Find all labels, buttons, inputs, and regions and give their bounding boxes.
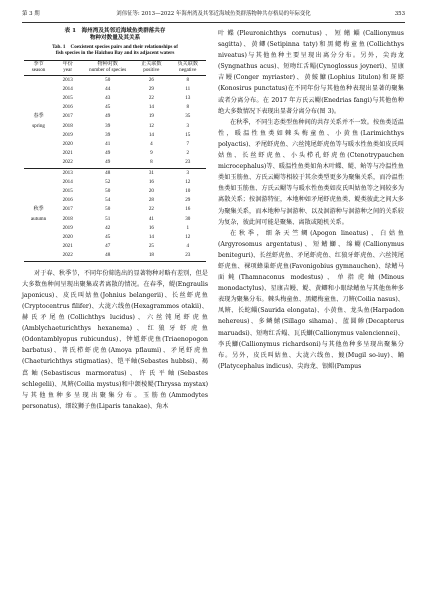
year-cell: 2018 (62, 215, 73, 222)
positive-cell: 31 (148, 169, 154, 176)
year-cell: 2013 (62, 169, 73, 176)
species-pairs-cell: 49 (105, 159, 111, 166)
positive-cell: 12 (148, 122, 154, 129)
negative-cell: 23 (185, 252, 191, 259)
header-negative: 负关联数 negative (177, 61, 198, 73)
year-cell: 2019 (62, 224, 73, 231)
year-cell: 2014 (62, 178, 73, 185)
negative-cell: 10 (185, 188, 191, 195)
positive-cell: 26 (148, 76, 154, 83)
right-column (218, 28, 404, 372)
negative-cell: 1 (186, 224, 190, 231)
species-pairs-cell: 50 (105, 188, 111, 195)
header-year: 年份 year (62, 61, 73, 73)
negative-cell: 30 (185, 215, 191, 222)
species-pairs-cell: 51 (105, 215, 111, 222)
positive-cell: 4 (150, 141, 153, 148)
negative-cell: 7 (186, 141, 190, 148)
header-season: 季节 season (31, 61, 46, 73)
positive-cell: 9 (150, 150, 153, 157)
positive-cell: 14 (148, 131, 154, 138)
header-positive: 正关联数 positive (141, 61, 162, 73)
negative-cell: 3 (186, 122, 190, 129)
year-cell: 2016 (62, 104, 73, 111)
season-cell-autumn: 秋季 autumn (30, 206, 47, 222)
species-pairs-cell: 44 (105, 85, 111, 92)
table-caption-cn: 表 1 海州湾及其邻近海域鱼类群落共存 物种对数量及其关系 (64, 28, 166, 42)
positive-cell: 18 (148, 252, 154, 259)
header-species-pairs: 物种对数 number of species (89, 61, 127, 73)
negative-cell: 3 (186, 169, 190, 176)
table-row (24, 168, 206, 178)
table-caption-en: Tab. 1 Coexistent species pairs and their relationships of fish species in the Haizhou Bay and its adjacent waters (52, 43, 178, 57)
negative-cell: 2 (186, 150, 190, 157)
year-cell: 2021 (62, 150, 73, 157)
positive-cell: 8 (150, 159, 153, 166)
negative-cell: 13 (185, 95, 191, 102)
right-body-paragraph-3: 在秋季，细条天竺鲷(Apogon lineatus)、白姑鱼(Argyrosomus argentatus)、短鳍鰤、绵鳚(Callionymus beniteguri)、长丝虾虎鱼、矛尾虾虎鱼、红狼牙虾虎鱼、六丝钝尾虾虎鱼、裸项蜂巢虾虎鱼(Favonigobius gymnauchen)、绿鳍马面鲀(Thamnaconus modestus)、单指虎鲉(Minous monodactylus)、星康吉鳗、鳀、黄鲫和小眼绿鳍鱼与其他鱼种多表现为聚集分布。棘头梅童鱼、黑鳃梅童鱼、刀鲚(Coilia nasus)、凤鲚、长蛇鲻(Saurida elongata)、小黄鱼、龙头鱼(Harpadon nehereus)、多鳞鱚(Sillago sihama)、蓝圆鲹(Decapterus maruadsi)、短吻红舌鳎、瓦氏鰤(Callionymus valenciennei)、李氏鰤(Callionymus richardsoni)与其他鱼种多呈现出聚集分布。另外，皮氏叫姑鱼、大泷六线鱼、鮻(Mugil so-iuy)、鲬(Platycephalus indicus)、尖海龙、银鲳(Pampus (218, 229, 404, 370)
left-column (22, 28, 208, 412)
year-cell: 2019 (62, 131, 73, 138)
year-cell: 2015 (62, 188, 73, 195)
species-pairs-cell: 54 (105, 197, 111, 204)
species-pairs-cell: 43 (105, 95, 111, 102)
positive-cell: 19 (148, 113, 154, 120)
species-pairs-cell: 50 (105, 206, 111, 213)
negative-cell: 15 (185, 131, 191, 138)
negative-cell: 16 (185, 206, 191, 213)
species-pairs-cell: 45 (105, 234, 111, 241)
species-pairs-cell: 39 (105, 122, 111, 129)
running-header (22, 6, 405, 23)
species-pairs-cell: 41 (105, 141, 111, 148)
year-cell: 2020 (62, 234, 73, 241)
positive-cell: 41 (148, 215, 154, 222)
year-cell: 2013 (62, 76, 73, 83)
positive-cell: 14 (148, 234, 154, 241)
negative-cell: 8 (186, 76, 190, 83)
negative-cell: 12 (185, 178, 191, 185)
negative-cell: 8 (186, 104, 190, 111)
season-cell-spring: 春季 spring (32, 113, 45, 129)
species-pairs-cell: 49 (105, 150, 111, 157)
positive-cell: 16 (148, 178, 154, 185)
positive-cell: 28 (148, 197, 154, 204)
positive-cell: 16 (148, 224, 154, 231)
positive-cell: 22 (148, 95, 154, 102)
positive-cell: 14 (148, 104, 154, 111)
negative-cell: 23 (185, 159, 191, 166)
article-running-title: 刘伟征等: 2013—2022 年海州湾及其邻近海域鱼类群落物种共存格局的年际变化 (116, 11, 311, 17)
table-header-row (24, 60, 206, 75)
year-cell: 2018 (62, 122, 73, 129)
year-cell: 2021 (62, 243, 73, 250)
right-body-paragraph-1: 叶鲽(Pleuronichthys cornutus)、短鳍鲻(Callionymus sagitta)、黄鲫(Setipinna taty)和黑鳃梅童鱼(Collichthys niveatus)与其他鱼种主要呈现出离分分布。另外，尖海龙(Syngnathus acus)、短吻红舌鳎(Cynoglossus joyneri)、星康吉鳗(Conger myriaster)、黄鮟鱇(Lophius litulon)和斑鰶(Konosirus punctatus)在不同年份与其他鱼种表现出显著的聚集或者分离分布。在 2017 年方氏云鳚(Enedrias fangi)与其他鱼种绝大多数情况下表现出显著分离分布(图 3)。 (218, 30, 404, 115)
negative-cell: 4 (186, 243, 190, 250)
positive-cell: 22 (148, 206, 154, 213)
positive-cell: 20 (148, 188, 154, 195)
right-body-paragraph-2: 在秋季，不同生态类型鱼种间的共存关系并不一致。按鱼类适温性，暖温性鱼类如棘头梅童鱼、小黄鱼(Larimichthys polyactis)、矛尾虾虎鱼、六丝钝尾虾虎鱼等与暖水性鱼类如皮氏叫姑鱼、长丝虾虎鱼、小头栉孔虾虎鱼(Ctenotrypauchen microcephalus)等、暖温性鱼类如角木叶鲽、鳀、鲐等与冷温性鱼类如玉筋鱼、方氏云鳚等相较于其余类型更多为聚集关系，而冷温性鱼类如玉筋鱼、方氏云鳚等与暖水性鱼类如皮氏叫姑鱼等之间较多为离散关系；按洄游特征，本地种如矛尾虾虎鱼类、鳀类彼此之间大多为聚集关系，而本地种与洄游种、以及洄游种与洄游种之间的关系较为复杂，彼此间可能是聚集、离散或随机关系。 (218, 118, 404, 226)
issue-label: 第 3 期 (22, 11, 40, 17)
negative-cell: 29 (185, 197, 191, 204)
coexistence-table (24, 60, 206, 262)
year-cell: 2017 (62, 113, 73, 120)
table-row (24, 75, 206, 85)
species-pairs-cell: 52 (105, 178, 111, 185)
positive-cell: 29 (148, 85, 154, 92)
year-cell: 2017 (62, 206, 73, 213)
species-pairs-cell: 48 (105, 252, 111, 259)
year-cell: 2022 (62, 252, 73, 259)
species-pairs-cell: 42 (105, 224, 111, 231)
species-pairs-cell: 39 (105, 131, 111, 138)
year-cell: 2020 (62, 141, 73, 148)
negative-cell: 35 (185, 113, 191, 120)
species-pairs-cell: 47 (105, 243, 111, 250)
year-cell: 2014 (62, 85, 73, 92)
species-pairs-cell: 45 (105, 104, 111, 111)
year-cell: 2022 (62, 159, 73, 166)
species-pairs-cell: 48 (105, 169, 111, 176)
year-cell: 2016 (62, 197, 73, 204)
species-pairs-cell: 50 (105, 76, 111, 83)
left-body-paragraph: 对于春、秋季节，不同年份筛选出的显著物种对略有差别，但是大多数鱼种间呈现出聚集或者离散的情况。在春季，鳀(Engraulis japonicus)、皮氏叫姑鱼(Johnius belangerii)、长丝虾虎鱼(Cryptocentrus filifer)、大泷六线鱼(Hexagrammos otakii)、赫氏矛尾鱼(Collichthys lucidus)、六丝钝尾虾虎鱼(Amblychaeturichthys hexanema)、红狼牙虾虎鱼(Odontamblyopus rubicundus)、钟馗虾虎鱼(Triaenopogon barbatus)、普氏栉虾虎鱼(Amoya pflaumi)、矛尾虾虎鱼(Chaeturichthys stigmatias)、铠平鲉(Sebastes hubbsi)、褐菖鲉(Sebastiscus marmoratus)、许氏平鲉(Sebastes schlegelii)、凤鲚(Coilia mystus)和中颌棱鳀(Thryssa mystax)与其他鱼种多呈现出聚集分布。玉筋鱼(Ammodytes personatus)、细纹狮子鱼(Liparis tanakae)、角木 (22, 269, 208, 410)
species-pairs-cell: 49 (105, 113, 111, 120)
negative-cell: 12 (185, 234, 191, 241)
year-cell: 2015 (62, 95, 73, 102)
negative-cell: 11 (185, 85, 191, 92)
positive-cell: 25 (148, 243, 154, 250)
page-number: 353 (394, 11, 405, 17)
